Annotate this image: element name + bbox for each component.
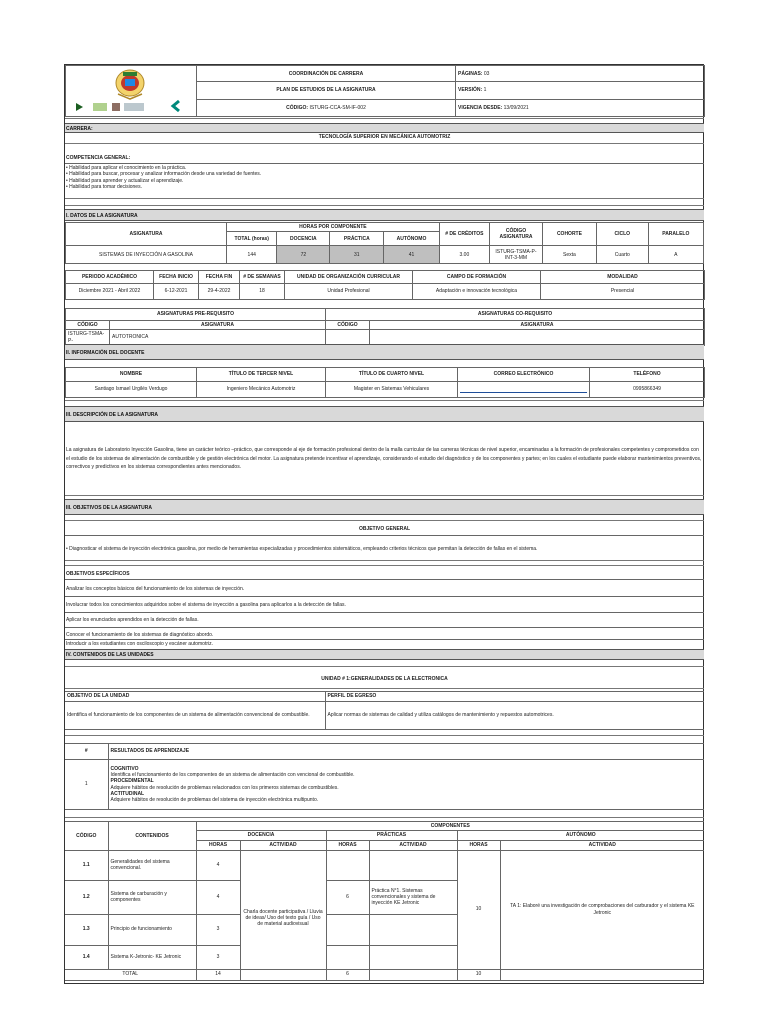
teacher-name: Santiago Ismael Urgilés Verdugo xyxy=(66,382,197,398)
th-autonomous-hours: HORAS xyxy=(457,840,500,850)
th-practices: PRÁCTICAS xyxy=(326,831,457,840)
th-cohort: COHORTE xyxy=(542,223,596,246)
th-credits: # DE CRÉDITOS xyxy=(439,223,489,246)
competence-item: • Habilidad para buscar, procesar y analizar información desde una variedad de fuentes. xyxy=(66,171,262,178)
objectives-title: III. OBJETIVOS DE LA ASIGNATURA xyxy=(65,499,704,515)
content-title: Sistema K-Jetronic- KE Jetronic xyxy=(108,945,196,969)
weeks-value: 18 xyxy=(240,284,285,300)
version-cell xyxy=(456,82,705,99)
th-phone: TELÉFONO xyxy=(590,368,705,382)
end-date: 29-4-2022 xyxy=(199,284,240,300)
practice-activity-empty xyxy=(369,850,457,880)
credits-value: 3.00 xyxy=(439,246,489,264)
practice-hours-empty xyxy=(326,945,369,969)
plan-title: PLAN DE ESTUDIOS DE LA ASIGNATURA xyxy=(197,82,456,99)
description-text: La asignatura de Laboratorio Inyección Gasolina, tiene un carácter teórico –práctico, que corresponde al eje de formación profesional dentro de la malla curricular de las carreras técnicas de nivel superior, encaminadas a la formación de profesionales competentes y comprometidos con el estudio de los sistemas de alimentación de combustible y de gestión electrónica del motor. La asignatura pretende incentivar el aprendizaje, considerando el estudio del diagnóstico y de los componentes y partes; en los cuales el estudiante puede elaborar mantenimientos preventivos, correctivos y predictivos en los sistemas correspondientes antes mencionados. xyxy=(66,447,702,470)
th-prereq-code: CÓDIGO xyxy=(66,321,110,330)
competence-label: COMPETENCIA GENERAL: xyxy=(66,155,131,161)
specific-objective-item: Aplicar los enunciados aprendidos en la detección de fallas. xyxy=(66,617,199,623)
attitudinal-label: ACTITUDINAL xyxy=(110,790,145,797)
total-hours: 144 xyxy=(227,246,277,264)
code-cell xyxy=(197,99,456,116)
learning-outcomes-table xyxy=(65,743,704,810)
validity-cell xyxy=(456,99,705,116)
subject-data-title: I. DATOS DE LA ASIGNATURA xyxy=(65,209,704,221)
th-autonomous: AUTÓNOMO xyxy=(384,232,439,246)
cognitive-text: Identifica el funcionamiento de los componentes de un sistema de alimentación con vencional de combustible. xyxy=(110,772,355,778)
specific-objective-item: Analizar los conceptos básicos del funcionamiento de los sistemas de inyección. xyxy=(66,586,245,592)
competence-item: • Habilidad para aprender y actualizar el aprendizaje. xyxy=(66,177,184,184)
content-title: Generalidades del sistema convencional. xyxy=(108,850,196,880)
subject-name: SISTEMAS DE INYECCIÓN A GASOLINA xyxy=(66,246,227,264)
cognitive-label: COGNITIVO xyxy=(110,765,139,772)
subject-data-table xyxy=(65,222,704,264)
practice-activity: Práctica N°1. Sistemas convencionales y sistema de inyección KE Jetronic xyxy=(369,880,457,914)
competence-item: • Habilidad para aplicar el conocimiento en la práctica. xyxy=(66,165,187,171)
curricular-unit: Unidad Profesional xyxy=(285,284,413,300)
teaching-hours: 72 xyxy=(277,246,330,264)
th-prereq-subject: ASIGNATURA xyxy=(110,321,326,330)
practice-activity-empty xyxy=(369,914,457,945)
prereq-subject: AUTOTRONICA xyxy=(110,330,326,346)
pages-cell xyxy=(456,66,705,82)
code-label: CÓDIGO: xyxy=(286,104,309,111)
th-teaching-hours: HORAS xyxy=(196,840,240,850)
specific-objective-item: Introducir a los estudiantes con osciloscopio y escáner automotriz. xyxy=(66,641,214,647)
practice-hours-empty xyxy=(326,914,369,945)
th-curricular-unit: UNIDAD DE ORGANIZACIÓN CURRICULAR xyxy=(285,271,413,284)
th-autonomous: AUTÓNOMO xyxy=(457,831,704,840)
general-objective-label: OBJETIVO GENERAL xyxy=(358,526,411,532)
teaching-activity: Charla docente participativa / Lluvia de ideas/ Uso del texto guía / Uso de material audiovisual xyxy=(240,850,326,969)
teaching-hours: 4 xyxy=(196,880,240,914)
coordination-title: COORDINACIÓN DE CARRERA xyxy=(197,66,456,82)
content-code: 1.2 xyxy=(65,880,108,914)
total-teaching-hours: 14 xyxy=(196,969,240,980)
autonomous-activity: TA 1: Elaboré una investigación de comprobaciones del carburador y el sistema KE Jetronic xyxy=(500,850,704,969)
th-email: CORREO ELECTRÓNICO xyxy=(458,368,590,382)
outcome-details xyxy=(108,760,704,810)
graduate-profile-text: Aplicar normas de sistemas de calidad y utiliza catálogos de mantenimiento y repuestos automotrices. xyxy=(325,702,704,730)
period-table xyxy=(65,270,704,300)
period-value: Diciembre 2021 - Abril 2022 xyxy=(66,284,154,300)
practice-activity-empty xyxy=(369,945,457,969)
cohort-value: Sexta xyxy=(542,246,596,264)
th-name: NOMBRE xyxy=(66,368,197,382)
practice-hours-empty xyxy=(326,850,369,880)
th-parallel: PARALELO xyxy=(648,223,703,246)
requisites-table xyxy=(65,308,704,346)
training-field: Adaptación e innovación tecnológica xyxy=(413,284,541,300)
institution-logo-icon xyxy=(66,66,195,114)
th-modality: MODALIDAD xyxy=(541,271,705,284)
th-training-field: CAMPO DE FORMACIÓN xyxy=(413,271,541,284)
total-autonomous-hours: 10 xyxy=(457,969,500,980)
th-components: COMPONENTES xyxy=(196,822,704,831)
pages-label: PÁGINAS: xyxy=(458,70,483,77)
content-title: Principio de funcionamiento xyxy=(108,914,196,945)
email-link[interactable] xyxy=(458,382,590,398)
email-underline xyxy=(460,387,587,393)
total-practice-hours: 6 xyxy=(326,969,369,980)
total-practice-activity xyxy=(369,969,457,980)
coreq-subject xyxy=(370,330,705,346)
th-total-hours: TOTAL (horas) xyxy=(227,232,277,246)
competence-list xyxy=(66,165,261,190)
th-start-date: FECHA INICIO xyxy=(154,271,199,284)
competence-item: • Habilidad para tomar decisiones. xyxy=(66,183,142,190)
version-value: 1 xyxy=(483,87,487,94)
th-code: CÓDIGO xyxy=(65,822,108,851)
components-table xyxy=(65,821,704,981)
graduate-profile-label: PERFIL DE EGRESO xyxy=(325,692,704,702)
th-practice-hours: HORAS xyxy=(326,840,369,850)
start-date: 6-12-2021 xyxy=(154,284,199,300)
specific-objective-item: Conocer el funcionamiento de los sistemas de diagnóstico abordo. xyxy=(66,632,214,638)
content-code: 1.4 xyxy=(65,945,108,969)
practice-hours: 6 xyxy=(326,880,369,914)
prereq-code: ISTURG-TSMA-P- xyxy=(66,330,110,346)
unit-objective-label: OBJETIVO DE LA UNIDAD xyxy=(65,692,325,702)
th-teaching-activity: ACTIVIDAD xyxy=(240,840,326,850)
th-contents: CONTENIDOS xyxy=(108,822,196,851)
content-code: 1.1 xyxy=(65,850,108,880)
th-outcome-number: # xyxy=(65,744,108,760)
version-label: VERSIÓN: xyxy=(458,87,483,94)
document-header xyxy=(65,65,704,115)
content-title: Sistema de carburación y componentes xyxy=(108,880,196,914)
phone-value: 0995866349 xyxy=(590,382,705,398)
teaching-hours: 3 xyxy=(196,914,240,945)
logo-cell xyxy=(66,66,197,117)
th-autonomous-activity: ACTIVIDAD xyxy=(500,840,704,850)
contents-title: IV. CONTENIDOS DE LAS UNIDADES xyxy=(65,649,704,660)
autonomous-hours: 10 xyxy=(457,850,500,969)
third-level-title: Ingeniero Mecánico Automotriz xyxy=(197,382,326,398)
th-teaching: DOCENCIA xyxy=(277,232,330,246)
th-subject-code: CÓDIGO ASIGNATURA xyxy=(490,223,543,246)
teacher-table xyxy=(65,367,704,398)
th-coreq-code: CÓDIGO xyxy=(326,321,370,330)
teacher-info-title: II. INFORMACIÓN DEL DOCENTE xyxy=(65,344,704,360)
unit-title: UNIDAD # 1:GENERALIDADES DE LA ELECTRONICA xyxy=(321,676,448,682)
validity-value: 13/09/2021 xyxy=(503,104,529,111)
description-title: III. DESCRIPCIÓN DE LA ASIGNATURA xyxy=(65,406,704,422)
teaching-hours: 4 xyxy=(196,850,240,880)
content-code: 1.3 xyxy=(65,914,108,945)
total-teaching-activity xyxy=(240,969,326,980)
procedural-text: Adquiere hábitos de resolución de problemas relacionados con los primeros sistemas de combustibles. xyxy=(110,784,339,791)
fourth-level-title: Magister en Sistemas Vehiculares xyxy=(326,382,458,398)
unit-objective-text: Identifica el funcionamiento de los componentes de un sistema de alimentación convencional de combustible. xyxy=(65,702,325,730)
th-hours-by-component: HORAS POR COMPONENTE xyxy=(227,223,440,232)
autonomous-hours: 41 xyxy=(384,246,439,264)
cycle-value: Cuarto xyxy=(596,246,648,264)
general-objective-text: • Diagnosticar el sistema de inyección electrónica gasolina, por medio de herramientas especializadas y procedimientos sistemáticos, empleando criterios técnicos que permitan la detección de fallas en el sistema. xyxy=(66,546,538,552)
career-label: CARRERA: xyxy=(65,123,704,133)
attitudinal-text: Adquiere hábitos de resolución de problemas del sistema de inyección electrónica multipunto. xyxy=(110,797,319,803)
total-autonomous-activity xyxy=(500,969,704,980)
teaching-hours: 3 xyxy=(196,945,240,969)
th-weeks: # DE SEMANAS xyxy=(240,271,285,284)
career-value: TECNOLOGÍA SUPERIOR EN MECÁNICA AUTOMOTRIZ xyxy=(318,134,451,140)
pages-value: 03 xyxy=(483,70,490,77)
specific-objectives-label: OBJETIVOS ESPECÍFICOS xyxy=(66,571,130,577)
unit-objective-table xyxy=(65,691,704,730)
outcome-number: 1 xyxy=(65,760,108,810)
th-coreq-subject: ASIGNATURA xyxy=(370,321,705,330)
code-value: ISTURG-CCA-SM-IF-002 xyxy=(309,104,366,111)
total-label: TOTAL xyxy=(65,969,196,980)
th-learning-outcomes: RESULTADOS DE APRENDIZAJE xyxy=(108,744,704,760)
modality-value: Presencial xyxy=(541,284,705,300)
th-corequisites: ASIGNATURAS CO-REQUISITO xyxy=(326,309,705,321)
practice-hours: 31 xyxy=(330,246,384,264)
th-prerequisites: ASIGNATURAS PRE-REQUISITO xyxy=(66,309,326,321)
coreq-code xyxy=(326,330,370,346)
study-plan-document xyxy=(64,64,704,984)
specific-objective-item: Involucrar todos los conocimientos adquiridos sobre el sistema de inyección a gasolina para aplicarlos a la detección de fallas. xyxy=(66,602,346,608)
validity-label: VIGENCIA DESDE: xyxy=(458,104,503,111)
th-period: PERIODO ACADÉMICO xyxy=(66,271,154,284)
th-fourth-level: TÍTULO DE CUARTO NIVEL xyxy=(326,368,458,382)
parallel-value: A xyxy=(648,246,703,264)
th-cycle: CICLO xyxy=(596,223,648,246)
subject-code: ISTURG-TSMA-P-INT-3-MM xyxy=(490,246,543,264)
th-subject: ASIGNATURA xyxy=(66,223,227,246)
th-end-date: FECHA FIN xyxy=(199,271,240,284)
th-third-level: TÍTULO DE TERCER NIVEL xyxy=(197,368,326,382)
th-practice: PRÁCTICA xyxy=(330,232,384,246)
th-teaching: DOCENCIA xyxy=(196,831,326,840)
th-practice-activity: ACTIVIDAD xyxy=(369,840,457,850)
procedural-label: PROCEDIMENTAL xyxy=(110,778,154,785)
